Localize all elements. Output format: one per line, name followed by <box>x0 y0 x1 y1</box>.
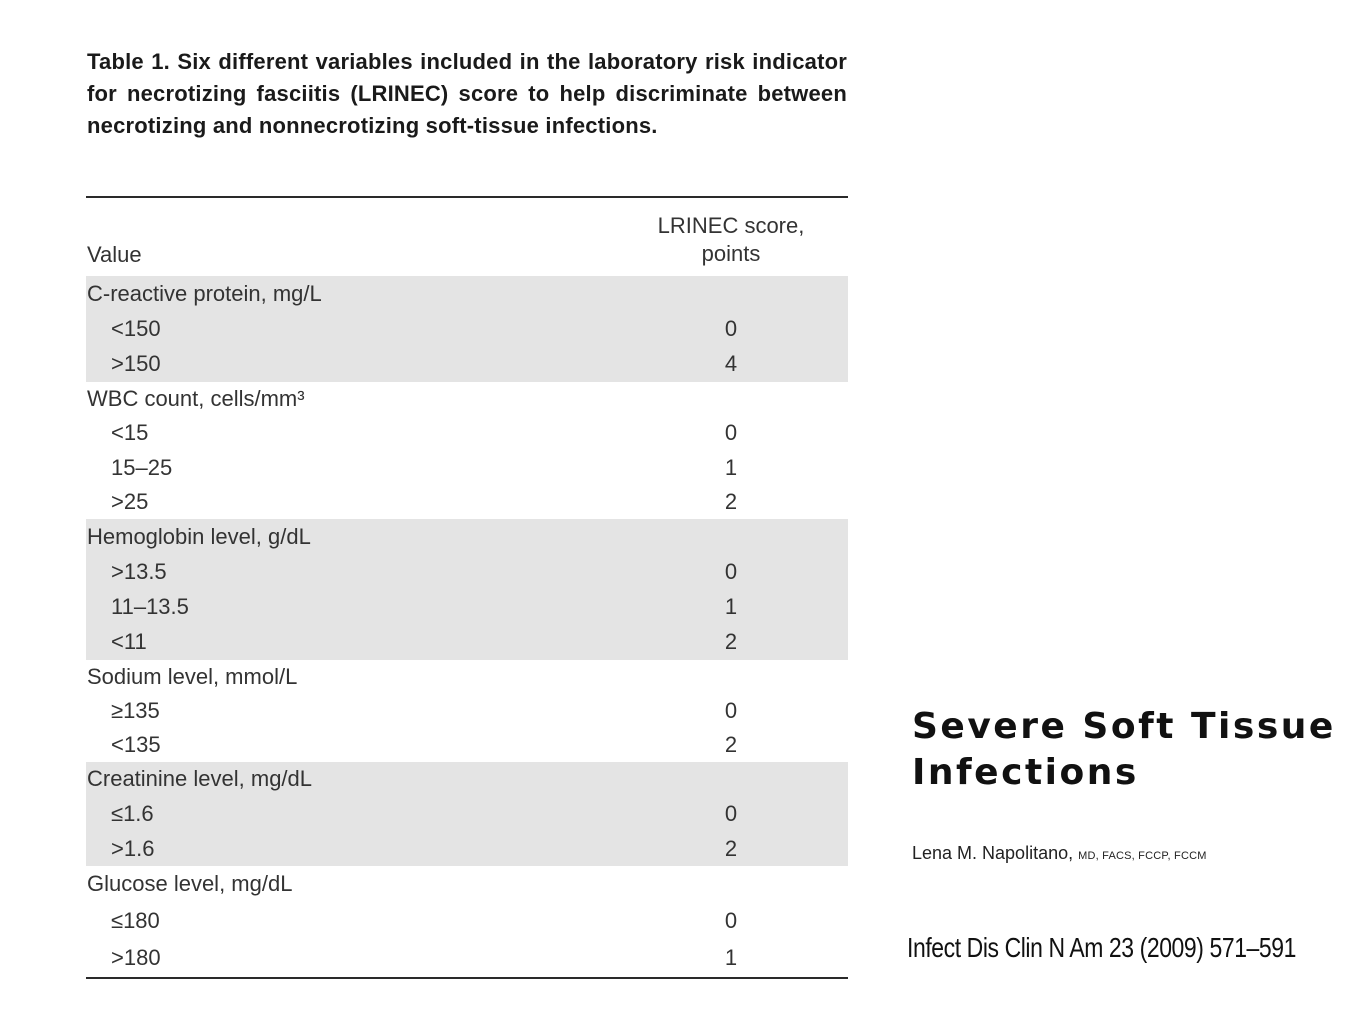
score-points: 2 <box>724 488 738 514</box>
table-group-label-row <box>86 660 848 694</box>
author-line <box>912 843 1207 864</box>
score-points: 0 <box>724 315 738 341</box>
table-group-label-row <box>86 276 848 311</box>
table-group <box>86 519 848 660</box>
table-row <box>86 311 848 346</box>
range-value: >1.6 <box>111 835 155 861</box>
score-points: 0 <box>724 420 738 446</box>
table-group <box>86 866 848 977</box>
table-row <box>86 485 848 519</box>
table-row <box>86 831 848 866</box>
table-row <box>86 797 848 832</box>
range-value: <15 <box>111 420 149 446</box>
table-caption: Table 1. Six different variables included in the laboratory risk indicator for necrotizing fasciitis (LRINEC) score to help discriminate between necrotizing and nonnecrotizing soft-tissue infections. <box>87 49 847 138</box>
table-group <box>86 762 848 866</box>
table-body <box>86 276 848 977</box>
table-row <box>86 940 848 977</box>
lrinec-table <box>86 196 848 979</box>
article-title-line-2: Infections <box>912 752 1139 793</box>
score-points: 2 <box>724 731 738 757</box>
table-group <box>86 660 848 762</box>
score-points: 1 <box>724 454 738 480</box>
table-row <box>86 625 848 660</box>
variable-label: Creatinine level, mg/dL <box>87 766 313 792</box>
author-credentials: MD, FACS, FCCP, FCCM <box>1078 850 1207 862</box>
score-points: 2 <box>724 629 738 655</box>
score-points: 0 <box>724 908 738 934</box>
range-value: ≥135 <box>111 697 160 723</box>
article-title-line-1: Severe Soft Tissue <box>912 706 1336 747</box>
table-row <box>86 416 848 450</box>
range-value: 11–13.5 <box>111 594 189 620</box>
score-points: 2 <box>724 835 738 861</box>
table-row <box>86 347 848 382</box>
table-row <box>86 728 848 762</box>
variable-label: Sodium level, mmol/L <box>87 663 298 689</box>
table-group-label-row <box>86 519 848 554</box>
variable-label: Hemoglobin level, g/dL <box>87 523 311 549</box>
range-value: <150 <box>111 315 161 341</box>
table-row <box>86 554 848 589</box>
table-row <box>86 450 848 484</box>
range-value: >150 <box>111 351 161 377</box>
score-points: 1 <box>724 945 738 971</box>
article-title <box>912 704 1352 796</box>
table-group-label-row <box>86 382 848 416</box>
score-points: 1 <box>724 594 738 620</box>
table-header <box>86 198 848 276</box>
range-value: ≤180 <box>111 908 160 934</box>
table-group-label-row <box>86 866 848 903</box>
table-group-label-row <box>86 762 848 797</box>
range-value: ≤1.6 <box>111 800 154 826</box>
score-points: 4 <box>724 351 738 377</box>
table-row <box>86 589 848 624</box>
table-bottom-rule <box>86 977 848 979</box>
table-row <box>86 903 848 940</box>
range-value: <11 <box>111 629 147 655</box>
range-value: <135 <box>111 731 161 757</box>
score-points: 0 <box>724 800 738 826</box>
range-value: >180 <box>111 945 161 971</box>
table-group <box>86 382 848 519</box>
variable-label: Glucose level, mg/dL <box>87 871 293 897</box>
range-value: >25 <box>111 488 149 514</box>
table-group <box>86 276 848 382</box>
score-points: 0 <box>724 697 738 723</box>
author-name: Lena M. Napolitano, <box>912 843 1074 863</box>
variable-label: WBC count, cells/mm³ <box>87 386 305 412</box>
header-value: Value <box>87 242 142 267</box>
score-points: 0 <box>724 558 738 584</box>
journal-citation: Infect Dis Clin N Am 23 (2009) 571–591 <box>907 932 1297 963</box>
header-score: LRINEC score, points <box>657 213 805 266</box>
range-value: >13.5 <box>111 558 167 584</box>
variable-label: C-reactive protein, mg/L <box>87 280 322 306</box>
range-value: 15–25 <box>111 454 173 480</box>
table-row <box>86 694 848 728</box>
